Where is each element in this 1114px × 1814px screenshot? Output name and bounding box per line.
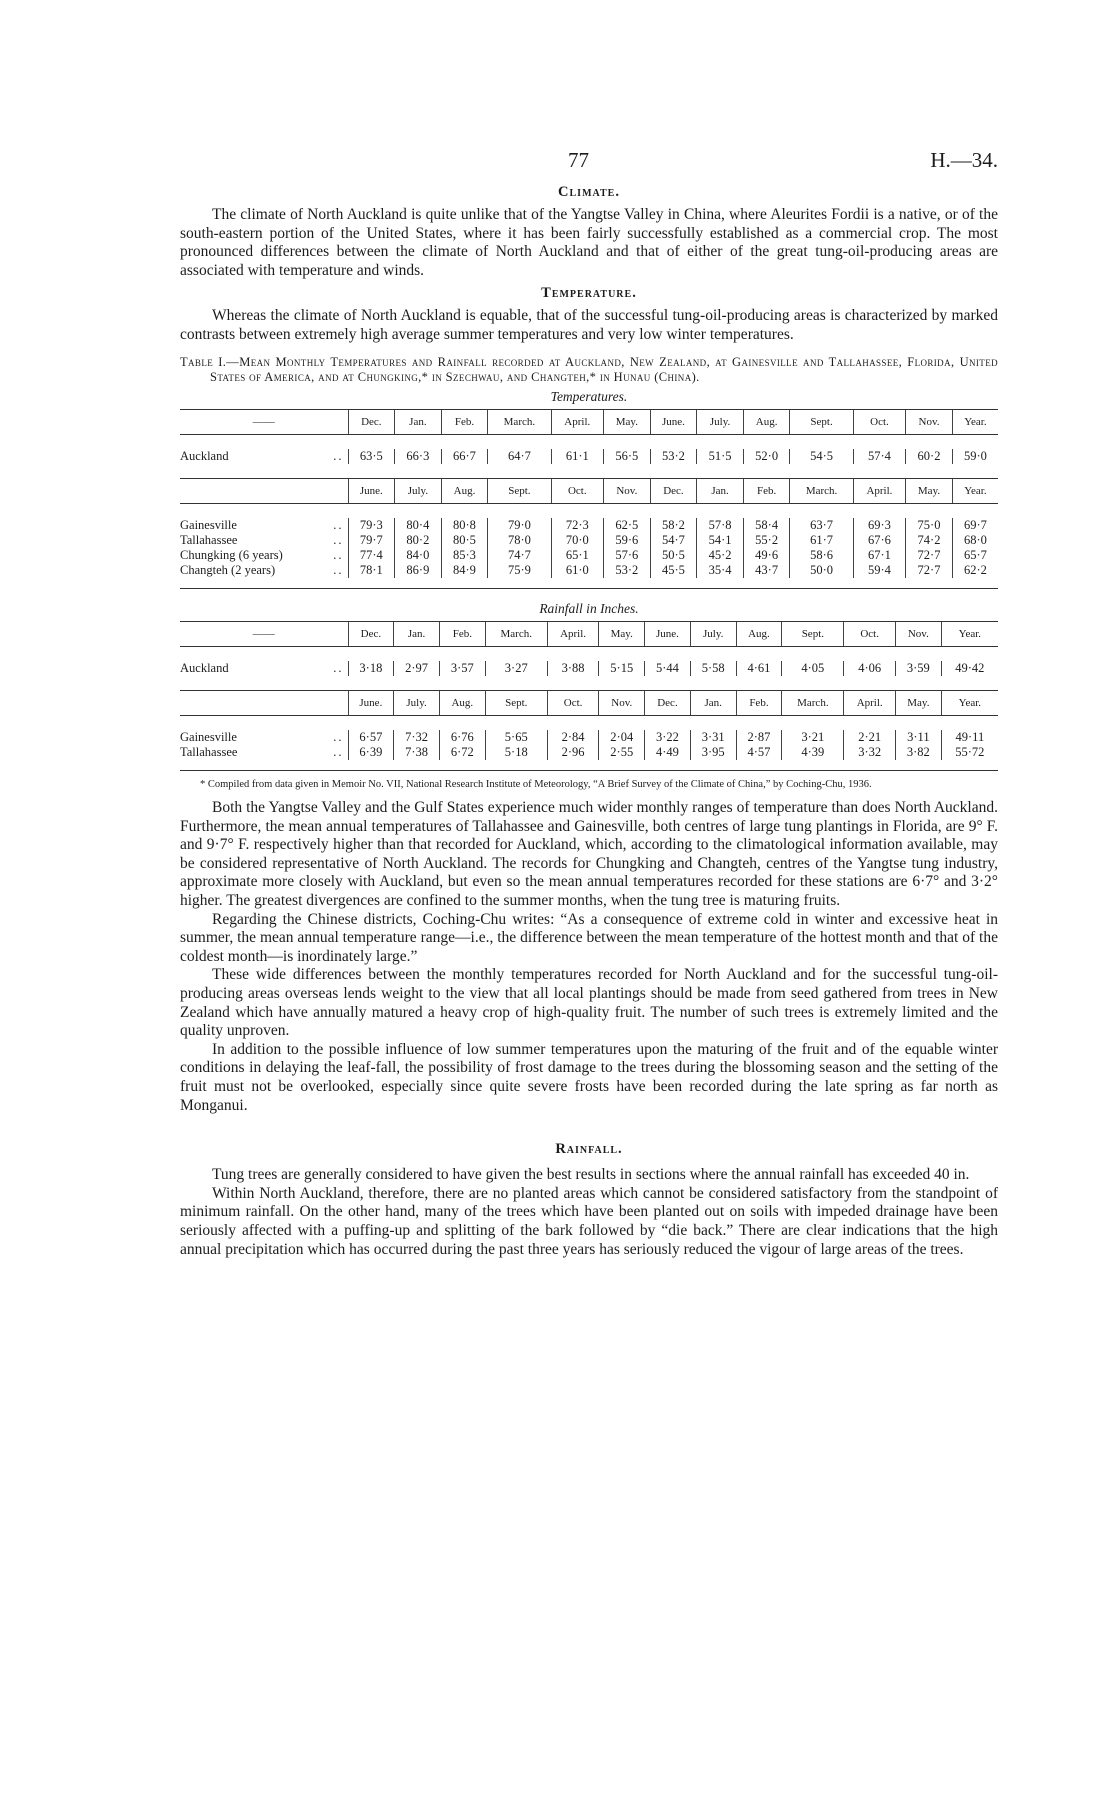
value-cell: 59·4 [853, 563, 906, 578]
value-cell: 72·3 [551, 518, 604, 533]
value-cell: 62·5 [604, 518, 651, 533]
leader-dots: .. [333, 547, 344, 562]
value-cell: 79·3 [348, 518, 395, 533]
temperatures-subtitle: Temperatures. [550, 388, 628, 404]
month-header: March. [485, 621, 547, 646]
stub-dash: —— [180, 621, 348, 646]
value-cell: 61·0 [551, 563, 604, 578]
value-cell: 59·6 [604, 533, 651, 548]
station-name: Tallahassee [180, 532, 238, 547]
month-header: Aug. [736, 621, 782, 646]
value-cell: 5·65 [485, 730, 547, 745]
value-cell: 72·7 [906, 563, 953, 578]
value-cell: 4·06 [844, 661, 896, 676]
temperature-heading: Temperature. [541, 285, 637, 302]
value-cell: 52·0 [743, 449, 790, 464]
leader-dots: .. [333, 517, 344, 532]
value-cell: 67·1 [853, 548, 906, 563]
body-paragraph-2: Regarding the Chinese districts, Coching-Chu writes: “As a consequence of extreme cold in winter and excessive heat in summer, the mean annual temperature range—i.e., the difference between the mean temperature of the hottest month and that of the coldest month—is inordinately large.” [180, 910, 998, 965]
value-cell: 67·6 [853, 533, 906, 548]
month-header: April. [547, 621, 599, 646]
month-header: June. [650, 409, 697, 434]
value-cell: 66·7 [441, 449, 488, 464]
temperature-table [180, 409, 998, 578]
rainfall-heading: Rainfall. [555, 1141, 623, 1158]
value-cell: 78·1 [348, 563, 395, 578]
value-cell: 78·0 [488, 533, 551, 548]
temperature-month-header-row-northern [180, 478, 998, 503]
month-header: Nov. [604, 478, 651, 503]
value-cell: 2·04 [599, 730, 645, 745]
value-cell: 65·1 [551, 548, 604, 563]
month-header: Aug. [743, 409, 790, 434]
value-cell: 55·2 [743, 533, 790, 548]
month-header: Oct. [547, 690, 599, 715]
month-header: Oct. [844, 621, 896, 646]
value-cell: 69·7 [952, 518, 998, 533]
leader-dots: .. [333, 532, 344, 547]
month-header: Jan. [395, 409, 442, 434]
climate-heading: Climate. [558, 184, 620, 200]
station-name: Auckland [180, 448, 229, 463]
month-header: Year. [941, 621, 998, 646]
value-cell: 84·0 [395, 548, 442, 563]
temperature-month-header-row [180, 409, 998, 434]
month-header: March. [782, 690, 844, 715]
value-cell: 53·2 [650, 449, 697, 464]
value-cell: 2·55 [599, 745, 645, 760]
value-cell: 57·4 [853, 449, 906, 464]
value-cell: 3·57 [439, 661, 485, 676]
value-cell: 54·7 [650, 533, 697, 548]
month-header: Jan. [690, 690, 736, 715]
document-code: H.—34. [930, 148, 998, 172]
table-footnote: * Compiled from data given in Memoir No. VII, National Research Institute of Meteorology, “A Brief Survey of the Climate of China,” by Coching-Chu, 1936. [200, 778, 872, 790]
leader-dots: .. [333, 729, 344, 744]
value-cell: 2·87 [736, 730, 782, 745]
value-cell: 49·42 [941, 661, 998, 676]
leader-dots: .. [333, 448, 344, 463]
value-cell: 43·7 [743, 563, 790, 578]
value-cell: 57·6 [604, 548, 651, 563]
value-cell: 4·05 [782, 661, 844, 676]
month-header: Aug. [441, 478, 488, 503]
month-header: Dec. [645, 690, 691, 715]
temperature-station-rows [180, 518, 998, 578]
value-cell: 65·7 [952, 548, 998, 563]
month-header: Aug. [439, 690, 485, 715]
value-cell: 45·5 [650, 563, 697, 578]
value-cell: 35·4 [697, 563, 744, 578]
value-cell: 80·5 [441, 533, 488, 548]
value-cell: 3·21 [782, 730, 844, 745]
month-header: Dec. [348, 621, 394, 646]
value-cell: 55·72 [941, 745, 998, 760]
value-cell: 58·2 [650, 518, 697, 533]
station-row [180, 518, 998, 533]
value-cell: 72·7 [906, 548, 953, 563]
station-name: Gainesville [180, 729, 237, 744]
month-header: March. [790, 478, 853, 503]
auckland-temperature-row [180, 449, 998, 464]
body-paragraph-3: These wide differences between the monthly temperatures recorded for North Auckland and for the successful tung-oil-producing areas overseas lends weight to the view that all local plantings should be made from seed gathered from trees in New Zealand which have annually matured a heavy crop of high-quality fruit. The number of such trees is extremely limited and the quality unproven. [180, 966, 998, 1040]
month-header: Dec. [348, 409, 395, 434]
value-cell: 50·5 [650, 548, 697, 563]
station-row [180, 563, 998, 578]
leader-dots: .. [333, 562, 344, 577]
value-cell: 5·58 [690, 661, 736, 676]
month-header: Nov. [895, 621, 941, 646]
value-cell: 63·5 [348, 449, 395, 464]
value-cell: 79·7 [348, 533, 395, 548]
value-cell: 6·39 [348, 745, 394, 760]
month-header: June. [348, 478, 395, 503]
table-caption: Table I.—Mean Monthly Temperatures and Rainfall recorded at Auckland, New Zealand, at Gainesville and Tallahassee, Florida, United States of America, and at Chungking,* in Szechwau, and Changteh,* in Hunau (China). [180, 354, 998, 384]
value-cell: 7·38 [394, 745, 440, 760]
month-header: May. [895, 690, 941, 715]
page-number: 77 [568, 148, 589, 172]
value-cell: 6·72 [439, 745, 485, 760]
value-cell: 61·1 [551, 449, 604, 464]
value-cell: 69·3 [853, 518, 906, 533]
value-cell: 66·3 [395, 449, 442, 464]
value-cell: 3·31 [690, 730, 736, 745]
month-header: July. [697, 409, 744, 434]
body-paragraph-6: Within North Auckland, therefore, there are no planted areas which cannot be considered satisfactory from the standpoint of minimum rainfall. On the other hand, many of the trees which have been planted out on soils with impeded drainage have been seriously affected with a puffing-up and splitting of the bark followed by “die back.” There are clear indications that the high annual precipitation which has occurred during the past three years has seriously reduced the vigour of large areas of the trees. [180, 1184, 998, 1258]
value-cell: 70·0 [551, 533, 604, 548]
value-cell: 3·82 [895, 745, 941, 760]
month-header: Sept. [782, 621, 844, 646]
value-cell: 56·5 [604, 449, 651, 464]
value-cell: 58·4 [743, 518, 790, 533]
value-cell: 51·5 [697, 449, 744, 464]
value-cell: 74·2 [906, 533, 953, 548]
value-cell: 61·7 [790, 533, 853, 548]
month-header: Year. [952, 478, 998, 503]
rainfall-month-header-row [180, 621, 998, 646]
value-cell: 5·18 [485, 745, 547, 760]
value-cell: 80·2 [395, 533, 442, 548]
value-cell: 4·49 [645, 745, 691, 760]
rainfall-station-rows [180, 730, 998, 760]
value-cell: 3·27 [485, 661, 547, 676]
station-row [180, 730, 998, 745]
body-paragraph-1: Both the Yangtse Valley and the Gulf States experience much wider monthly ranges of temperature than does North Auckland. Furthermore, the mean annual temperatures of Tallahassee and Gainesville, both centres of large tung plantings in Florida, are 9° F. and 9·7° F. respectively higher than that recorded for Auckland, which, according to the climatological information available, may be considered representative of North Auckland. The records for Chungking and Changteh, centres of the Yangtse tung industry, approximate more closely with Auckland, but even so the mean annual temperatures recorded for these stations are 6·7° and 3·2° higher. The greatest divergences are confined to the summer months, when the tung tree is maturing fruits. [180, 799, 998, 910]
auckland-rainfall-row [180, 661, 998, 676]
value-cell: 58·6 [790, 548, 853, 563]
value-cell: 63·7 [790, 518, 853, 533]
month-header: April. [551, 409, 604, 434]
month-header: May. [604, 409, 651, 434]
page-header [180, 148, 998, 178]
station-name: Changteh (2 years) [180, 562, 276, 577]
month-header: July. [394, 690, 440, 715]
leader-dots: .. [333, 744, 344, 759]
value-cell: 85·3 [441, 548, 488, 563]
value-cell: 79·0 [488, 518, 551, 533]
value-cell: 45·2 [697, 548, 744, 563]
value-cell: 3·59 [895, 661, 941, 676]
station-row [180, 745, 998, 760]
station-name: Gainesville [180, 517, 237, 532]
value-cell: 80·8 [441, 518, 488, 533]
month-header: July. [690, 621, 736, 646]
value-cell: 5·15 [599, 661, 645, 676]
month-header: June. [645, 621, 691, 646]
value-cell: 54·1 [697, 533, 744, 548]
value-cell: 54·5 [790, 449, 853, 464]
month-header: Year. [952, 409, 998, 434]
station-name: Tallahassee [180, 744, 238, 759]
month-header: Feb. [736, 690, 782, 715]
rainfall-month-header-row-northern [180, 690, 998, 715]
value-cell: 2·97 [394, 661, 440, 676]
value-cell: 2·21 [844, 730, 896, 745]
stub-dash: —— [180, 409, 348, 434]
value-cell: 75·0 [906, 518, 953, 533]
value-cell: 2·84 [547, 730, 599, 745]
value-cell: 84·9 [441, 563, 488, 578]
value-cell: 3·32 [844, 745, 896, 760]
value-cell: 3·88 [547, 661, 599, 676]
value-cell: 53·2 [604, 563, 651, 578]
body-paragraph-4: In addition to the possible influence of low summer temperatures upon the maturing of the fruit and of the equable winter conditions in delaying the leaf-fall, the possibility of frost damage to the trees during the blossoming season and the setting of the fruit must not be overlooked, especially since quite severe frosts have been recorded during the late spring as far north as Monganui. [180, 1040, 998, 1114]
month-header: Nov. [599, 690, 645, 715]
month-header: July. [395, 478, 442, 503]
value-cell: 75·9 [488, 563, 551, 578]
value-cell: 5·44 [645, 661, 691, 676]
month-header: June. [348, 690, 394, 715]
month-header: Sept. [488, 478, 551, 503]
month-header: Oct. [853, 409, 906, 434]
month-header: May. [906, 478, 953, 503]
month-header: Nov. [906, 409, 953, 434]
value-cell: 80·4 [395, 518, 442, 533]
station-name: Auckland [180, 660, 229, 675]
document-page [180, 148, 998, 1259]
month-header: April. [844, 690, 896, 715]
body-paragraph-5: Tung trees are generally considered to have given the best results in sections where the annual rainfall has exceeded 40 in. [212, 1166, 970, 1184]
value-cell: 3·95 [690, 745, 736, 760]
value-cell: 62·2 [952, 563, 998, 578]
month-header: Sept. [485, 690, 547, 715]
month-header: Jan. [697, 478, 744, 503]
month-header: Dec. [650, 478, 697, 503]
value-cell: 6·76 [439, 730, 485, 745]
station-row [180, 533, 998, 548]
value-cell: 4·57 [736, 745, 782, 760]
month-header: Feb. [441, 409, 488, 434]
value-cell: 3·18 [348, 661, 394, 676]
value-cell: 59·0 [952, 449, 998, 464]
value-cell: 49·6 [743, 548, 790, 563]
month-header: Year. [941, 690, 998, 715]
value-cell: 3·11 [895, 730, 941, 745]
month-header: Jan. [394, 621, 440, 646]
month-header: Oct. [551, 478, 604, 503]
station-row [180, 548, 998, 563]
value-cell: 3·22 [645, 730, 691, 745]
value-cell: 74·7 [488, 548, 551, 563]
value-cell: 68·0 [952, 533, 998, 548]
month-header: Feb. [743, 478, 790, 503]
value-cell: 2·96 [547, 745, 599, 760]
month-header: March. [488, 409, 551, 434]
value-cell: 50·0 [790, 563, 853, 578]
month-header: May. [599, 621, 645, 646]
station-name: Chungking (6 years) [180, 547, 283, 562]
value-cell: 49·11 [941, 730, 998, 745]
value-cell: 64·7 [488, 449, 551, 464]
leader-dots: .. [333, 660, 344, 675]
value-cell: 7·32 [394, 730, 440, 745]
month-header: Sept. [790, 409, 853, 434]
value-cell: 4·61 [736, 661, 782, 676]
rainfall-subtitle: Rainfall in Inches. [539, 600, 639, 616]
value-cell: 86·9 [395, 563, 442, 578]
value-cell: 57·8 [697, 518, 744, 533]
value-cell: 6·57 [348, 730, 394, 745]
month-header: April. [853, 478, 906, 503]
temperature-paragraph: Whereas the climate of North Auckland is equable, that of the successful tung-oil-producing areas is characterized by marked contrasts between extremely high average summer temperatures and very low winter temperatures. [180, 307, 998, 343]
value-cell: 60·2 [906, 449, 953, 464]
value-cell: 77·4 [348, 548, 395, 563]
rainfall-table [180, 621, 998, 760]
month-header: Feb. [439, 621, 485, 646]
value-cell: 4·39 [782, 745, 844, 760]
climate-paragraph: The climate of North Auckland is quite unlike that of the Yangtse Valley in China, where Aleurites Fordii is a native, or of the south-eastern portion of the United States, where it has been fairly successfully established as a commercial crop. The most pronounced differences between the climate of North Auckland and that of either of the great tung-oil-producing areas are associated with temperature and winds. [180, 206, 998, 279]
